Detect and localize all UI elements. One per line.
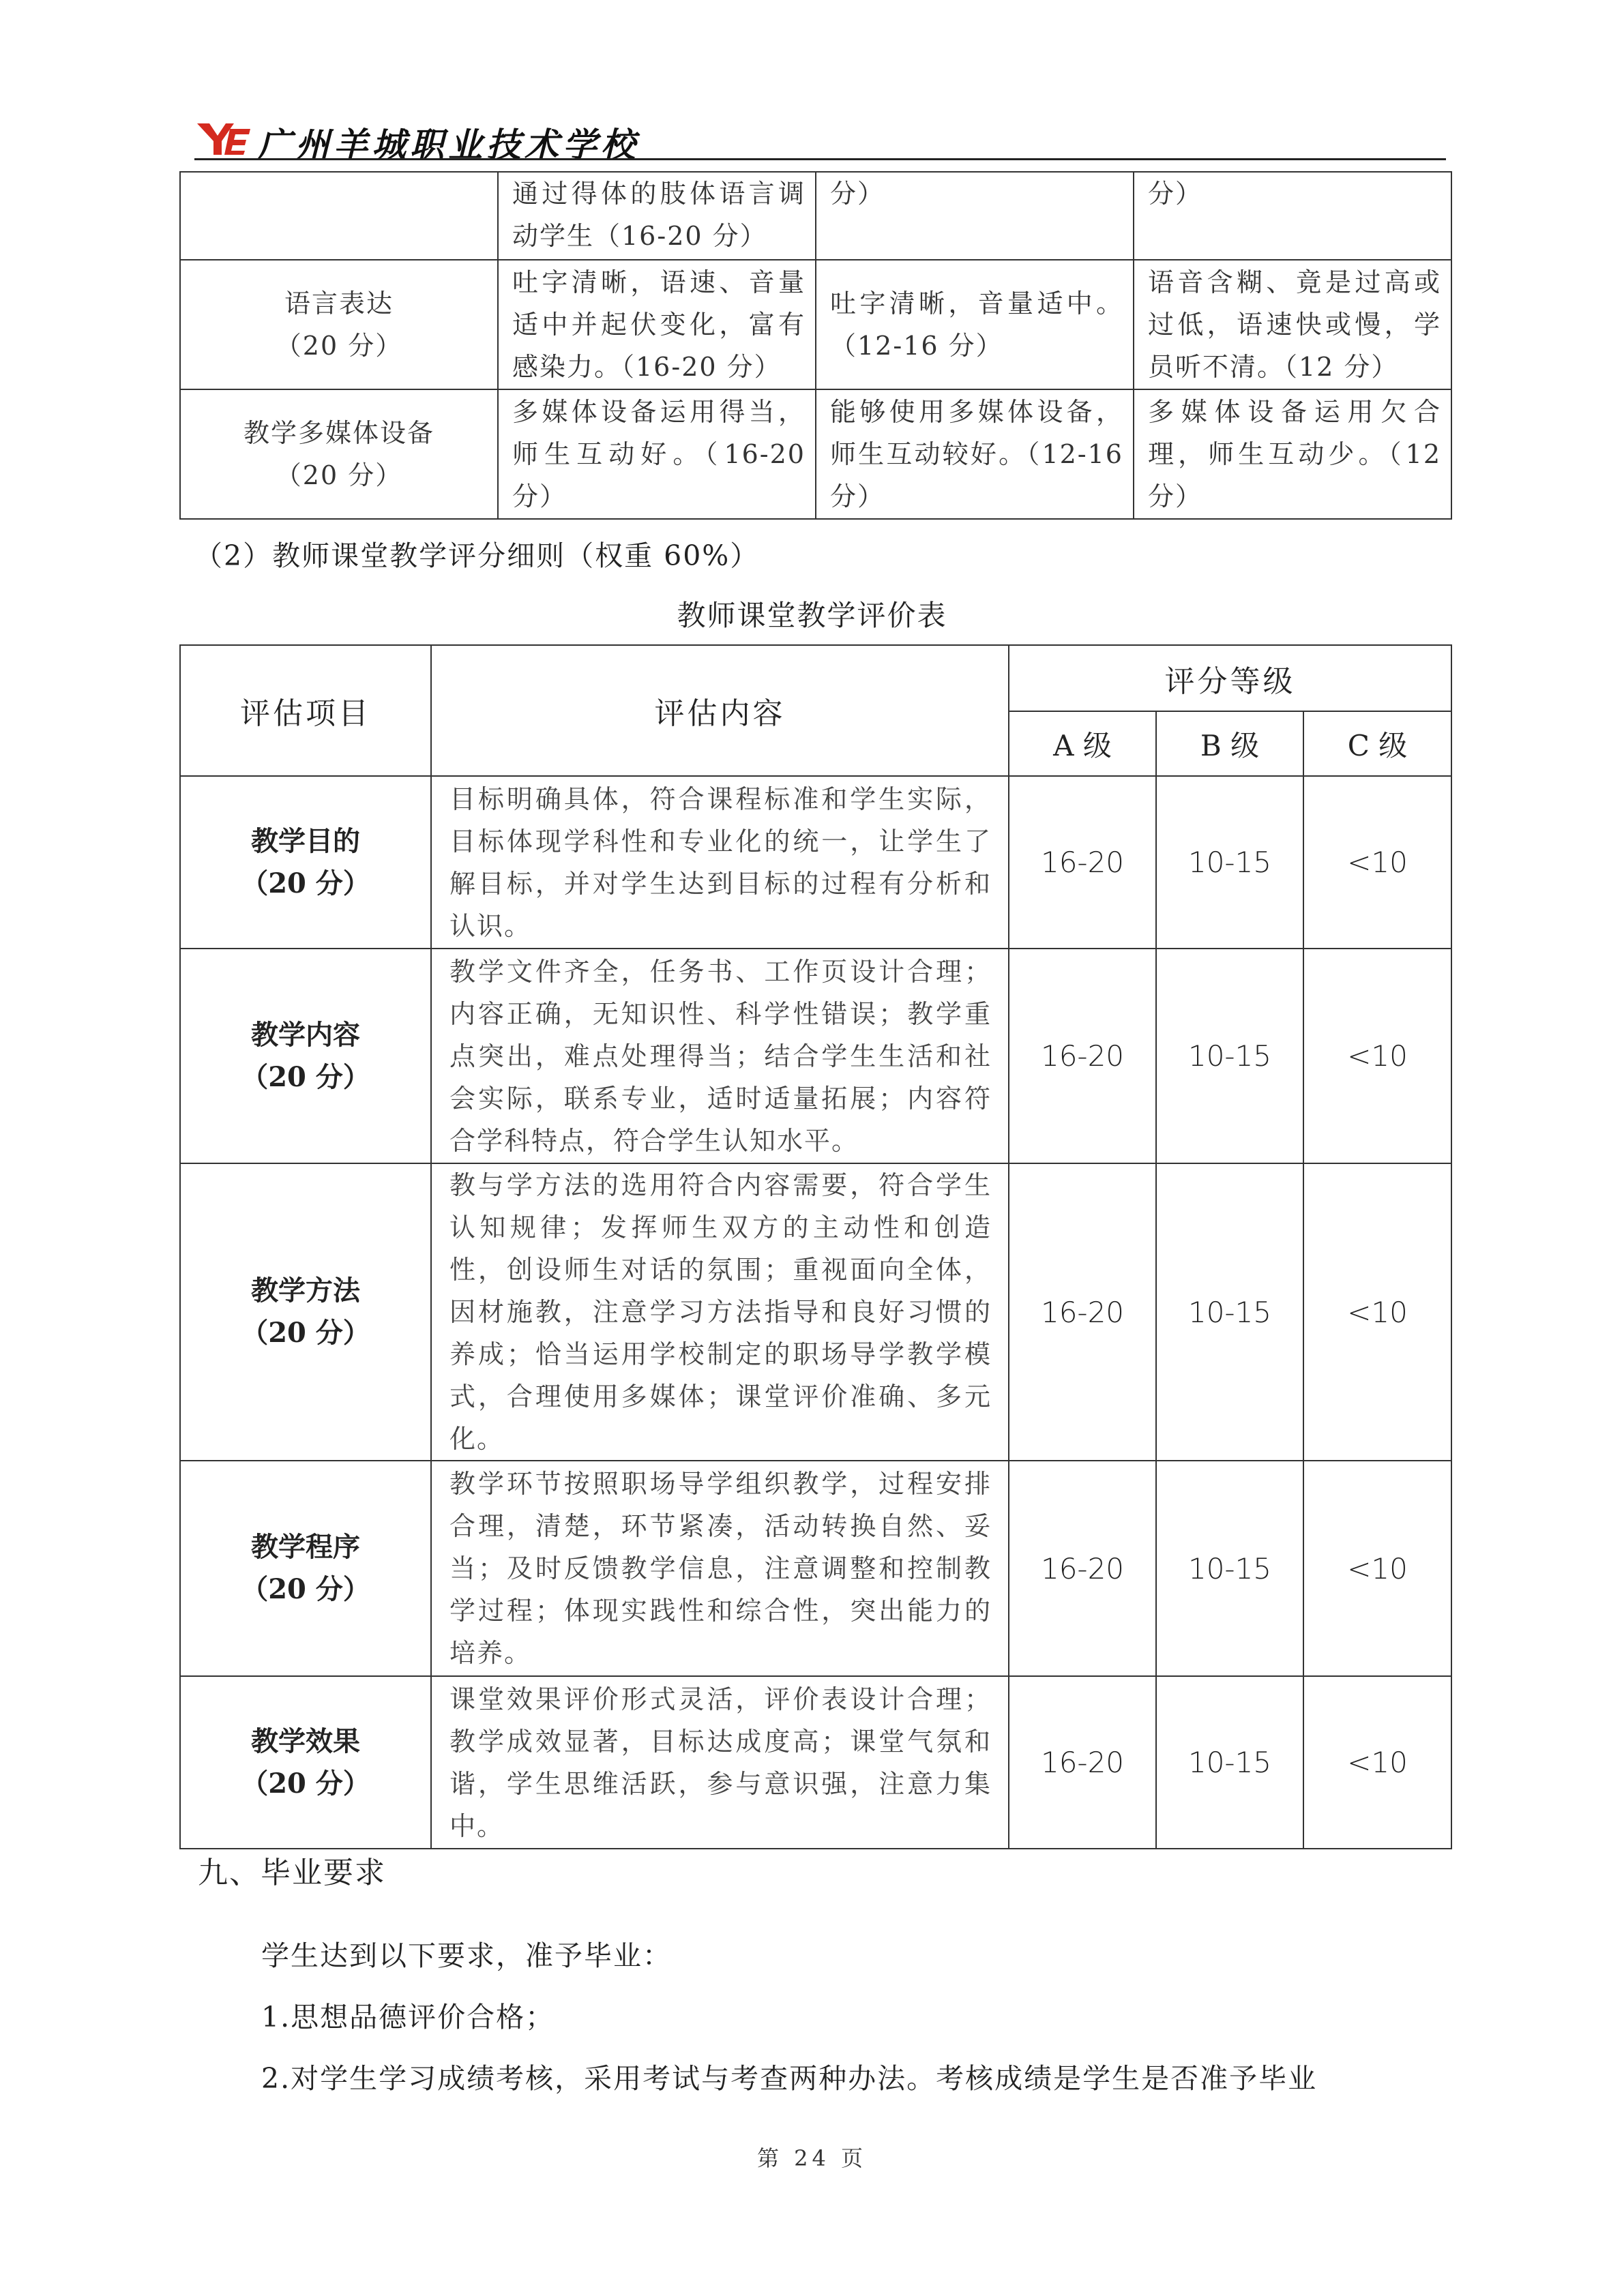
- item-score: （20 分）: [241, 1060, 370, 1093]
- table-cell: 目标明确具体，符合课程标准和学生实际，目标体现学科性和专业化的统一，让学生了解目标，并对学生达到目标的过程有分析和认识。: [431, 776, 1009, 949]
- table-cell: [180, 776, 431, 949]
- section-heading: 九、毕业要求: [198, 1855, 386, 1890]
- table-cell: 吐字清晰，语速、音量适中并起伏变化，富有感染力。（16-20 分）: [498, 260, 816, 389]
- table-cell: [180, 949, 431, 1163]
- table-cell: [180, 260, 498, 389]
- requirement-1: 1.思想品德评价合格；: [261, 2001, 555, 2033]
- score-c: <10: [1303, 1163, 1451, 1461]
- continued-evaluation-table: [179, 171, 1452, 520]
- header-b: B 级: [1156, 711, 1303, 776]
- table-cell: 教学环节按照职场导学组织教学，过程安排合理，清楚，环节紧凑，活动转换自然、妥当；及时反馈教学信息，注意调整和控制教学过程；体现实践性和综合性，突出能力的培养。: [431, 1461, 1009, 1676]
- table-cell: 吐字清晰，音量适中。（12-16 分）: [816, 260, 1134, 389]
- table-cell: 教学文件齐全，任务书、工作页设计合理；内容正确，无知识性、科学性错误；教学重点突出，难点处理得当；结合学生生活和社会实际，联系专业，适时适量拓展；内容符合学科特点，符合学生认知水平。: [431, 949, 1009, 1163]
- table-row: [180, 949, 1451, 1163]
- table-cell: 语音含糊、竟是过高或过低，语速快或慢，学员听不清。（12 分）: [1134, 260, 1451, 389]
- table-row: [180, 1163, 1451, 1461]
- teacher-evaluation-table: [179, 644, 1452, 1849]
- header-a: A 级: [1009, 711, 1156, 776]
- item-name: 教学内容: [251, 1018, 360, 1051]
- score-c: <10: [1303, 1676, 1451, 1849]
- table-cell: 多媒体设备运用得当，师生互动好。（16-20 分）: [498, 389, 816, 519]
- table-header-row: [180, 645, 1451, 711]
- page-header: [194, 113, 1446, 165]
- item-name: 语言表达: [284, 288, 394, 318]
- header-content: 评估内容: [431, 645, 1009, 776]
- table-row: [180, 389, 1451, 519]
- score-c: <10: [1303, 1461, 1451, 1676]
- table-row: [180, 260, 1451, 389]
- header-grade: 评分等级: [1009, 645, 1451, 711]
- score-a: 16-20: [1009, 776, 1156, 949]
- table-row: [180, 1461, 1451, 1676]
- score-b: 10-15: [1156, 1461, 1303, 1676]
- item-score: （20 分）: [275, 460, 403, 490]
- score-b: 10-15: [1156, 1676, 1303, 1849]
- item-score: （20 分）: [275, 331, 403, 361]
- requirement-2: 2.对学生学习成绩考核，采用考试与考查两种办法。考核成绩是学生是否准予毕业: [261, 2062, 1318, 2095]
- table-cell: 能够使用多媒体设备，师生互动较好。（12-16 分）: [816, 389, 1134, 519]
- score-a: 16-20: [1009, 949, 1156, 1163]
- table-row: [180, 172, 1451, 260]
- score-b: 10-15: [1156, 949, 1303, 1163]
- score-a: 16-20: [1009, 1461, 1156, 1676]
- item-name: 教学效果: [251, 1725, 360, 1757]
- table-cell: [180, 1461, 431, 1676]
- table-cell: [180, 1676, 431, 1849]
- item-score: （20 分）: [241, 1767, 370, 1800]
- item-name: 教学目的: [251, 824, 360, 857]
- score-c: <10: [1303, 949, 1451, 1163]
- page-number: 第 24 页: [756, 2145, 868, 2171]
- score-a: 16-20: [1009, 1676, 1156, 1849]
- score-c: <10: [1303, 776, 1451, 949]
- table-cell: [180, 389, 498, 519]
- score-a: 16-20: [1009, 1163, 1156, 1461]
- score-b: 10-15: [1156, 1163, 1303, 1461]
- score-b: 10-15: [1156, 776, 1303, 949]
- header-rule: [194, 158, 1446, 160]
- table-cell: 多媒体设备运用欠合理，师生互动少。（12 分）: [1134, 389, 1451, 519]
- table-cell: 通过得体的肢体语言调动学生（16-20 分）: [498, 172, 816, 260]
- school-logo-icon: [194, 119, 252, 158]
- school-name: 广州羊城职业技术学校: [257, 125, 639, 165]
- item-score: （20 分）: [241, 867, 370, 899]
- item-name: 教学多媒体设备: [243, 418, 434, 448]
- table-caption: 教师课堂教学评价表: [677, 599, 947, 632]
- item-score: （20 分）: [241, 1317, 370, 1349]
- item-score: （20 分）: [241, 1573, 370, 1605]
- table-cell: [180, 1163, 431, 1461]
- header-c: C 级: [1303, 711, 1451, 776]
- item-name: 教学程序: [251, 1531, 360, 1563]
- table-row: [180, 776, 1451, 949]
- sub-heading: （2）教师课堂教学评分细则（权重 60%）: [194, 539, 760, 572]
- table-cell: 分）: [1134, 172, 1451, 260]
- table-cell: 课堂效果评价形式灵活，评价表设计合理；教学成效显著，目标达成度高；课堂气氛和谐，学生思维活跃，参与意识强，注意力集中。: [431, 1676, 1009, 1849]
- table-cell: [180, 172, 498, 260]
- table-cell: 分）: [816, 172, 1134, 260]
- header-item: 评估项目: [180, 645, 431, 776]
- paragraph-intro: 学生达到以下要求，准予毕业：: [261, 1939, 672, 1972]
- table-row: [180, 1676, 1451, 1849]
- table-cell: 教与学方法的选用符合内容需要，符合学生认知规律；发挥师生双方的主动性和创造性，创设师生对话的氛围；重视面向全体，因材施教，注意学习方法指导和良好习惯的养成；恰当运用学校制定的职场导学教学模式，合理使用多媒体；课堂评价准确、多元化。: [431, 1163, 1009, 1461]
- item-name: 教学方法: [251, 1274, 360, 1307]
